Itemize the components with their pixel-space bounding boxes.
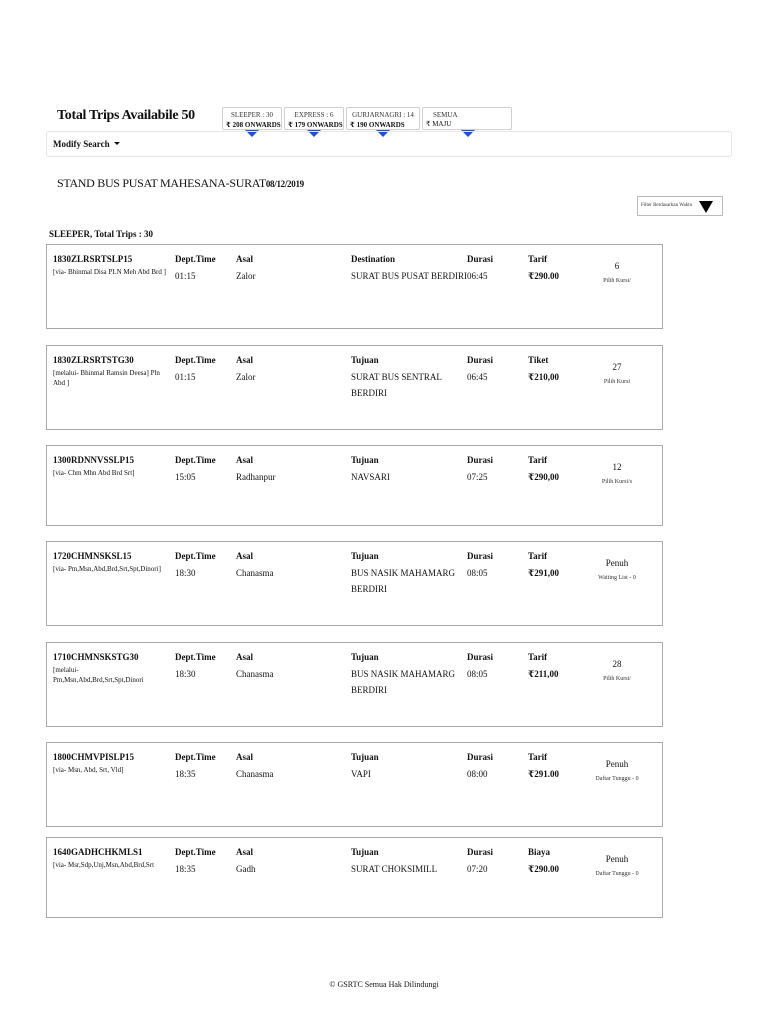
destination-header: Tujuan	[351, 652, 379, 662]
seat-status: Daftar Tunggu - 0	[595, 776, 639, 782]
section-title: SLEEPER, Total Trips : 30	[49, 229, 153, 239]
seat-availability: Penuh	[605, 854, 629, 864]
duration: 08:05	[467, 568, 488, 578]
modify-search-bar	[46, 131, 732, 157]
select-seat-button[interactable]	[567, 261, 667, 284]
tab-semua-label: SEMUA	[433, 111, 458, 119]
seat-availability: Penuh	[605, 759, 629, 769]
duration-header: Durasi	[467, 254, 494, 264]
destination-header: Tujuan	[351, 752, 379, 762]
trip-card	[46, 345, 663, 430]
destination-header: Tujuan	[351, 551, 379, 561]
tab-gurjarnagri-price: ₹ 190 ONWARDS	[350, 121, 405, 129]
tab-express-price: ₹ 179 ONWARDS	[288, 121, 343, 129]
origin-header: Asal	[236, 652, 254, 662]
tab-gurjarnagri-label: GURJARNAGRI : 14	[352, 111, 414, 119]
destination: VAPI	[351, 769, 371, 779]
trip-code: 1710CHMNSKSTG30	[53, 652, 139, 662]
trip-via: [melalui- Bhinmal Ramsin Deesa] Pln Abd ]	[53, 369, 160, 387]
trip-card	[46, 742, 663, 827]
origin-header: Asal	[236, 752, 254, 762]
trip-via: [melalui- Pm,Msn,Abd,Brd,Srt,Spt,Dinori	[53, 666, 144, 684]
origin: Chanasma	[236, 669, 274, 679]
dept-time-header: Dept.Time	[175, 355, 216, 365]
origin: Gadh	[236, 864, 256, 874]
seat-status: Pilih Kursi	[603, 379, 631, 385]
route-heading	[57, 176, 304, 191]
destination: SURAT CHOKSIMILL	[351, 864, 438, 874]
origin: Radhanpur	[236, 472, 276, 482]
duration-header: Durasi	[467, 752, 494, 762]
duration: 07:25	[467, 472, 488, 482]
fare-header: Tarif	[528, 752, 548, 762]
destination-header: Tujuan	[351, 355, 379, 365]
duration-header: Durasi	[467, 355, 494, 365]
route-date: 08/12/2019	[265, 179, 304, 189]
origin-header: Asal	[236, 254, 254, 264]
dept-time-header: Dept.Time	[175, 455, 216, 465]
duration: 07:20	[467, 864, 488, 874]
time-filter-dropdown[interactable]	[637, 196, 723, 216]
dept-time-header: Dept.Time	[175, 847, 216, 857]
trip-via: [via- Pm,Msn,Abd,Brd,Srt,Spt,Dinori]	[53, 565, 161, 573]
dept-time: 01:15	[175, 271, 196, 281]
trip-via: [via- Msn, Abd, Srt, Vld]	[53, 766, 124, 774]
footer-copyright: © GSRTC Semua Hak Dilindungi	[329, 980, 439, 989]
seat-status: Pilih Kursi/s	[601, 479, 633, 485]
dept-time: 01:15	[175, 372, 196, 382]
destination-header: Destination	[351, 254, 396, 264]
seat-status: Pilih Kursi/	[603, 278, 631, 284]
tab-sleeper-price: ₹ 208 ONWARDS	[226, 121, 281, 129]
trip-via: [via- Chm Mhn Abd Brd Srt]	[53, 469, 135, 477]
select-seat-button[interactable]	[567, 759, 667, 782]
dept-time-header: Dept.Time	[175, 652, 216, 662]
trip-code: 1720CHMNSKSL15	[53, 551, 132, 561]
duration: 06:45	[467, 271, 488, 281]
origin: Chanasma	[236, 568, 274, 578]
tab-express[interactable]	[284, 107, 344, 130]
select-seat-button[interactable]	[567, 558, 667, 581]
destination: BUS NASIK MAHAMARG BERDIRI	[351, 568, 456, 594]
dept-time: 15:05	[175, 472, 196, 482]
tab-gurjarnagri[interactable]	[346, 107, 420, 130]
seat-availability: 27	[612, 362, 622, 372]
select-seat-button[interactable]	[567, 362, 667, 385]
origin-header: Asal	[236, 455, 254, 465]
seat-status: Pilih Kursi/	[603, 676, 631, 682]
modify-search-label: Modify Search	[53, 139, 110, 149]
destination: BUS NASIK MAHAMARG BERDIRI	[351, 669, 456, 695]
fare: ₹290.00	[528, 271, 560, 281]
route-name: STAND BUS PUSAT MAHESANA-SURAT	[57, 176, 266, 190]
seat-availability: 28	[612, 659, 622, 669]
destination-header: Tujuan	[351, 847, 379, 857]
trip-via: [via- Bhinmal Disa PLN Meh Abd Brd ]	[53, 268, 166, 276]
origin-header: Asal	[236, 551, 254, 561]
trip-code: 1830ZLRSRTSLP15	[53, 254, 133, 264]
select-seat-button[interactable]	[567, 659, 667, 682]
tab-express-label: EXPRESS : 6	[294, 111, 334, 119]
fare-header: Biaya	[528, 847, 551, 857]
duration-header: Durasi	[467, 847, 494, 857]
seat-availability: Penuh	[605, 558, 629, 568]
destination: NAVSARI	[351, 472, 390, 482]
trip-code: 1300RDNNVSSLP15	[53, 455, 135, 465]
tab-semua[interactable]	[422, 107, 512, 130]
fare: ₹290,00	[528, 472, 560, 482]
select-seat-button[interactable]	[567, 462, 667, 485]
duration-header: Durasi	[467, 551, 494, 561]
trip-card	[46, 244, 663, 329]
dept-time: 18:30	[175, 669, 196, 679]
trip-via: [via- Msr,Sdp,Unj,Msn,Abd,Brd,Srt	[53, 861, 155, 869]
duration: 08:00	[467, 769, 488, 779]
dept-time: 18:35	[175, 769, 196, 779]
origin: Chanasma	[236, 769, 274, 779]
fare: ₹211,00	[528, 669, 559, 679]
dept-time-header: Dept.Time	[175, 551, 216, 561]
trip-card	[46, 642, 663, 727]
dept-time-header: Dept.Time	[175, 752, 216, 762]
fare: ₹291,00	[528, 568, 560, 578]
trip-code: 1640GADHCHKMLS1	[53, 847, 143, 857]
seat-status: Waiting List - 0	[598, 575, 636, 581]
duration-header: Durasi	[467, 455, 494, 465]
tab-sleeper-label: SLEEPER : 30	[230, 111, 273, 119]
duration: 08:05	[467, 669, 488, 679]
dept-time-header: Dept.Time	[175, 254, 216, 264]
origin: Zalor	[236, 271, 256, 281]
seat-availability: 12	[612, 462, 622, 472]
time-filter-label: Filter Berdasarkan Waktu	[641, 203, 693, 208]
modify-search-button[interactable]	[53, 139, 120, 149]
trip-card	[46, 541, 663, 626]
trip-card	[46, 445, 663, 526]
tab-sleeper[interactable]	[222, 107, 282, 130]
total-trips-title: Total Trips Availabile 50	[57, 108, 195, 123]
destination-header: Tujuan	[351, 455, 379, 465]
fare-header: Tarif	[528, 652, 548, 662]
origin-header: Asal	[236, 847, 254, 857]
tab-semua-price: ₹ MAJU	[426, 120, 452, 128]
dept-time: 18:35	[175, 864, 196, 874]
fare: ₹210,00	[528, 372, 560, 382]
dept-time: 18:30	[175, 568, 196, 578]
seat-status: Daftar Tunggu - 0	[595, 871, 639, 877]
origin: Zalor	[236, 372, 256, 382]
trip-code: 1830ZLRSRTSTG30	[53, 355, 134, 365]
seat-availability: 6	[614, 261, 620, 271]
trip-card	[46, 837, 663, 918]
duration: 06:45	[467, 372, 488, 382]
fare-header: Tarif	[528, 254, 548, 264]
select-seat-button[interactable]	[567, 854, 667, 877]
destination: SURAT BUS SENTRAL BERDIRI	[351, 372, 442, 398]
fare: ₹291.00	[528, 769, 560, 779]
fare-header: Tarif	[528, 551, 548, 561]
trip-code: 1800CHMVPISLP15	[53, 752, 134, 762]
fare-header: Tarif	[528, 455, 548, 465]
triangle-down-icon	[699, 201, 713, 213]
duration-header: Durasi	[467, 652, 494, 662]
fare: ₹290.00	[528, 864, 560, 874]
destination: SURAT BUS PUSAT BERDIRI	[351, 271, 467, 281]
chevron-down-icon	[114, 142, 120, 145]
fare-header: Tiket	[528, 355, 549, 365]
origin-header: Asal	[236, 355, 254, 365]
